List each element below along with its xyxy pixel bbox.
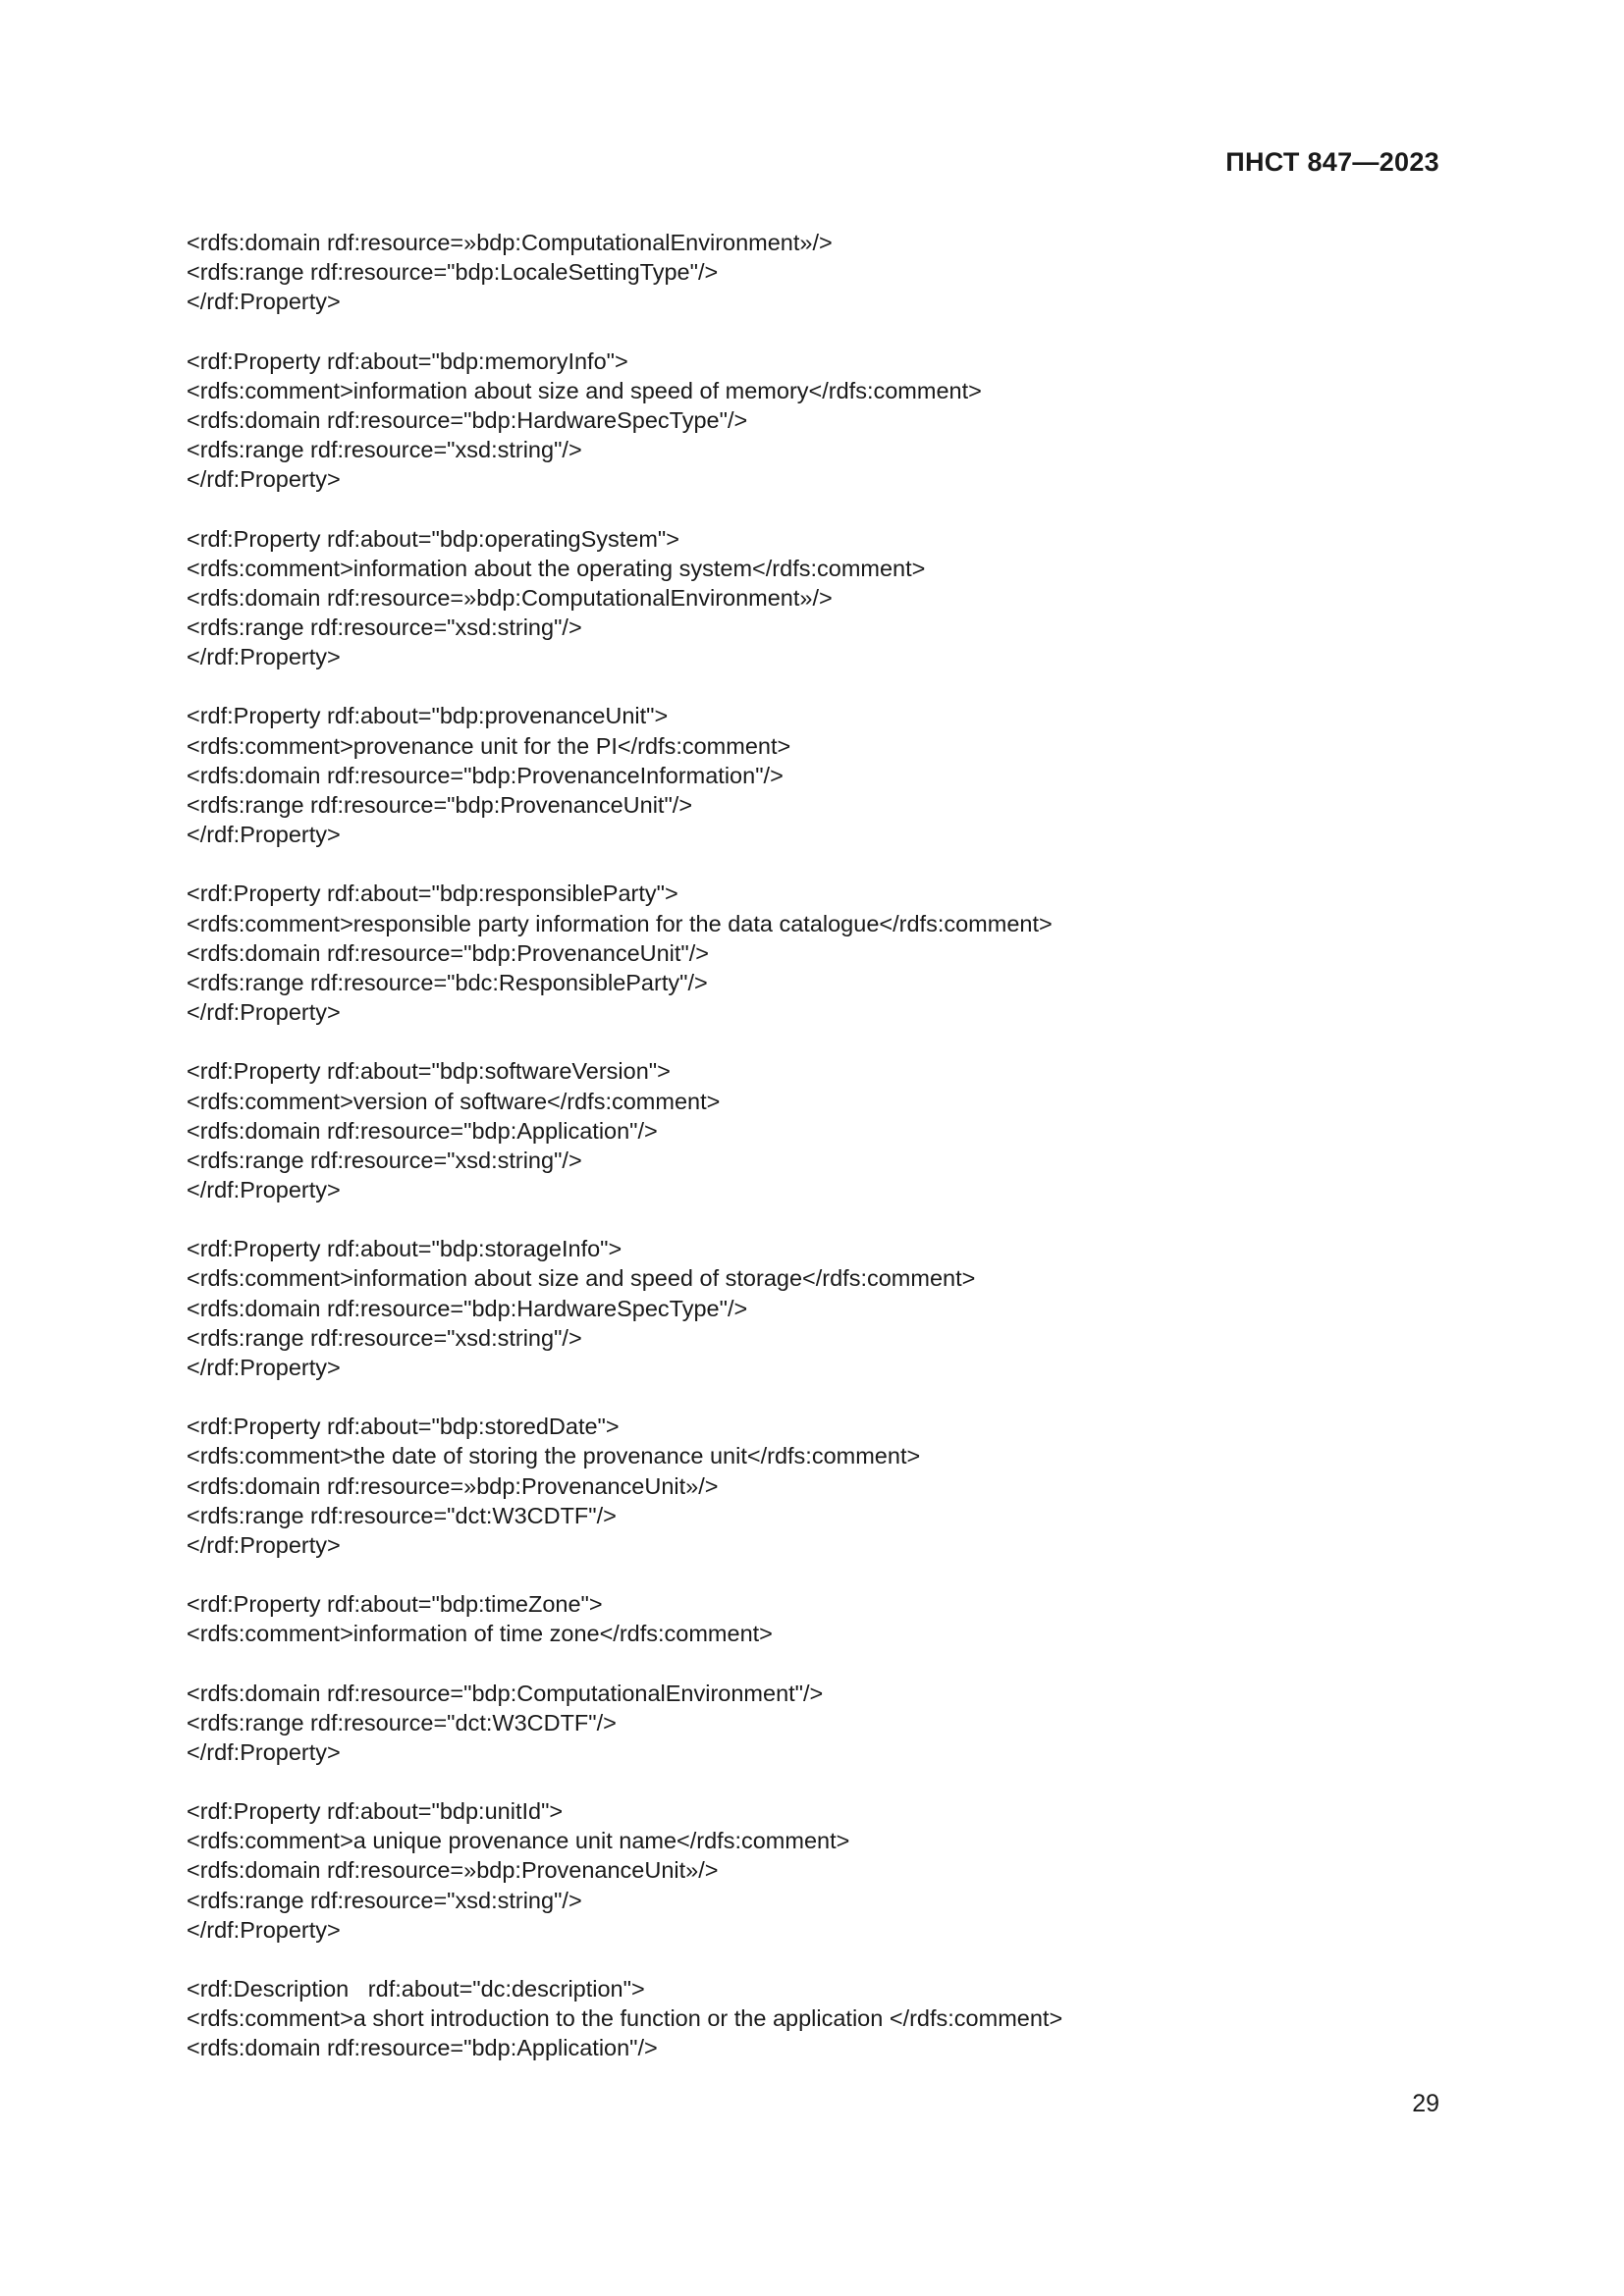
code-block xyxy=(187,1974,1463,2063)
code-line: <rdfs:domain rdf:resource="bdp:HardwareSpecType"/> xyxy=(187,1295,748,1321)
code-line: <rdfs:comment>information about the operating system</rdfs:comment> xyxy=(187,555,926,581)
rdf-code-listing xyxy=(187,228,1463,2093)
code-line: <rdfs:range rdf:resource="bdp:LocaleSettingType"/> xyxy=(187,259,719,286)
code-line: </rdf:Property> xyxy=(187,1177,341,1203)
code-line: <rdfs:comment>information of time zone</rdfs:comment> xyxy=(187,1621,773,1647)
code-line: <rdfs:domain rdf:resource="bdp:ProvenanceUnit"/> xyxy=(187,939,710,966)
code-line: <rdfs:range rdf:resource="xsd:string"/> xyxy=(187,614,582,641)
code-line: <rdfs:domain rdf:resource=»bdp:ComputationalEnvironment»/> xyxy=(187,230,833,255)
code-line: </rdf:Property> xyxy=(187,644,341,670)
code-line: <rdfs:domain rdf:resource="bdp:Application"/> xyxy=(187,1117,658,1144)
code-block xyxy=(187,1679,1463,1768)
code-line: <rdf:Property rdf:about="bdp:unitId"> xyxy=(187,1798,564,1825)
code-line: <rdfs:range rdf:resource="xsd:string"/> xyxy=(187,437,582,463)
code-block xyxy=(187,347,1463,495)
code-block xyxy=(187,1796,1463,1945)
code-block xyxy=(187,879,1463,1027)
code-block xyxy=(187,1412,1463,1560)
code-line: <rdf:Property rdf:about="bdp:softwareVersion"> xyxy=(187,1058,671,1085)
code-block xyxy=(187,1589,1463,1648)
code-line: <rdfs:domain rdf:resource=»bdp:ComputationalEnvironment»/> xyxy=(187,584,833,611)
code-line: <rdfs:range rdf:resource="dct:W3CDTF"/> xyxy=(187,1502,617,1528)
code-line: <rdfs:comment>responsible party information for the data catalogue</rdfs:comment> xyxy=(187,910,1053,936)
code-line: <rdfs:domain rdf:resource=»bdp:ProvenanceUnit»/> xyxy=(187,1857,719,1884)
code-line: <rdfs:range rdf:resource="dct:W3CDTF"/> xyxy=(187,1709,617,1735)
code-line: </rdf:Property> xyxy=(187,1355,341,1380)
code-line: </rdf:Property> xyxy=(187,999,341,1026)
code-line: <rdfs:domain rdf:resource="bdp:Application"/> xyxy=(187,2035,658,2061)
code-block xyxy=(187,701,1463,849)
code-block xyxy=(187,1234,1463,1382)
code-line: <rdfs:domain rdf:resource="bdp:HardwareSpecType"/> xyxy=(187,406,748,433)
code-line: <rdfs:domain rdf:resource="bdp:ComputationalEnvironment"/> xyxy=(187,1680,824,1706)
code-block xyxy=(187,524,1463,672)
code-line: <rdf:Description rdf:about="dc:description"> xyxy=(187,1976,645,2002)
code-line: <rdfs:comment>a short introduction to the function or the application </rdfs:comment> xyxy=(187,2005,1063,2032)
code-line: <rdfs:range rdf:resource="xsd:string"/> xyxy=(187,1147,582,1173)
code-line: <rdf:Property rdf:about="bdp:responsibleParty"> xyxy=(187,881,678,907)
code-line: </rdf:Property> xyxy=(187,1738,341,1765)
code-line: <rdf:Property rdf:about="bdp:timeZone"> xyxy=(187,1591,603,1618)
code-block xyxy=(187,228,1463,317)
code-block xyxy=(187,1056,1463,1204)
code-line: </rdf:Property> xyxy=(187,1916,341,1943)
code-line: </rdf:Property> xyxy=(187,466,341,493)
code-line: <rdfs:comment>version of software</rdfs:comment> xyxy=(187,1088,721,1114)
code-line: <rdfs:comment>provenance unit for the PI</rdfs:comment> xyxy=(187,732,791,759)
code-line: </rdf:Property> xyxy=(187,822,341,848)
code-line: </rdf:Property> xyxy=(187,289,341,315)
code-line: <rdf:Property rdf:about="bdp:storageInfo"> xyxy=(187,1236,623,1262)
code-line: <rdfs:range rdf:resource="xsd:string"/> xyxy=(187,1887,582,1913)
code-line: <rdfs:comment>the date of storing the provenance unit</rdfs:comment> xyxy=(187,1443,921,1469)
code-line: </rdf:Property> xyxy=(187,1531,341,1558)
code-line: <rdfs:range rdf:resource="bdp:ProvenanceUnit"/> xyxy=(187,792,693,818)
code-line: <rdfs:comment>information about size and speed of storage</rdfs:comment> xyxy=(187,1265,976,1292)
code-line: <rdf:Property rdf:about="bdp:provenanceUnit"> xyxy=(187,703,669,729)
code-line: <rdfs:range rdf:resource="bdc:ResponsibleParty"/> xyxy=(187,969,708,995)
code-line: <rdfs:comment>a unique provenance unit name</rdfs:comment> xyxy=(187,1828,850,1854)
code-line: <rdfs:domain rdf:resource=»bdp:ProvenanceUnit»/> xyxy=(187,1472,719,1499)
code-line: <rdfs:range rdf:resource="xsd:string"/> xyxy=(187,1324,582,1351)
code-line: <rdfs:domain rdf:resource="bdp:ProvenanceInformation"/> xyxy=(187,762,784,788)
page-number: 29 xyxy=(1412,2090,1439,2117)
code-line: <rdf:Property rdf:about="bdp:storedDate"> xyxy=(187,1414,620,1440)
code-line: <rdf:Property rdf:about="bdp:operatingSystem"> xyxy=(187,525,679,552)
code-line: <rdf:Property rdf:about="bdp:memoryInfo"> xyxy=(187,347,628,374)
document-code-header: ПНСТ 847—2023 xyxy=(1225,147,1439,177)
code-line: <rdfs:comment>information about size and speed of memory</rdfs:comment> xyxy=(187,377,982,403)
